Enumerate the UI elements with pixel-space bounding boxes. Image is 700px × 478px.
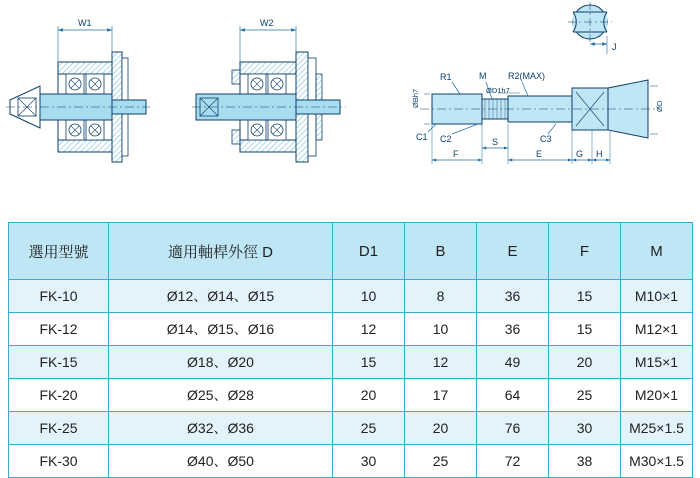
dimension-r1	[440, 72, 460, 94]
dimension-w1	[58, 18, 112, 62]
cell-f: 30	[549, 412, 621, 445]
cell-b: 20	[405, 412, 477, 445]
spec-table-container	[8, 222, 692, 478]
cell-model: FK-15	[9, 346, 109, 379]
cell-d1: 30	[333, 445, 405, 478]
table-row	[9, 445, 693, 478]
cell-f: 15	[549, 280, 621, 313]
dimension-f	[432, 124, 482, 164]
column-header-b: B	[405, 223, 477, 280]
cell-f: 15	[549, 313, 621, 346]
dimension-d1h7	[486, 86, 520, 95]
table-row	[9, 346, 693, 379]
dimension-w2	[240, 18, 296, 62]
label-g: G	[576, 149, 584, 159]
column-header-m: M	[621, 223, 693, 280]
cell-dia: Ø18、Ø20	[109, 346, 333, 379]
label-d: ØD	[655, 100, 664, 112]
technical-drawing	[0, 0, 700, 215]
column-header-e: E	[477, 223, 549, 280]
cell-m: M12×1	[621, 313, 693, 346]
cell-d1: 15	[333, 346, 405, 379]
view-w2-assembly	[192, 18, 346, 162]
cell-m: M30×1.5	[621, 445, 693, 478]
cell-b: 25	[405, 445, 477, 478]
cell-dia: Ø12、Ø14、Ø15	[109, 280, 333, 313]
cell-b: 17	[405, 379, 477, 412]
table-row	[9, 313, 693, 346]
cell-e: 36	[477, 313, 549, 346]
cell-model: FK-10	[9, 280, 109, 313]
cell-e: 76	[477, 412, 549, 445]
cell-model: FK-20	[9, 379, 109, 412]
dimension-c2	[440, 124, 478, 144]
cell-dia: Ø25、Ø28	[109, 379, 333, 412]
label-r1: R1	[440, 72, 452, 82]
cell-f: 25	[549, 379, 621, 412]
label-e: E	[536, 149, 543, 159]
cell-dia: Ø40、Ø50	[109, 445, 333, 478]
label-w1: W1	[78, 18, 92, 28]
table-header-row	[9, 223, 693, 280]
cell-dia: Ø32、Ø36	[109, 412, 333, 445]
cell-f: 38	[549, 445, 621, 478]
cell-dia: Ø14、Ø15、Ø16	[109, 313, 333, 346]
table-row	[9, 412, 693, 445]
cell-e: 64	[477, 379, 549, 412]
cell-d1: 12	[333, 313, 405, 346]
column-header-model: 選用型號	[9, 223, 109, 280]
cell-model: FK-25	[9, 412, 109, 445]
dimension-bh7	[411, 89, 430, 124]
cell-d1: 25	[333, 412, 405, 445]
cell-b: 8	[405, 280, 477, 313]
label-c2: C2	[440, 134, 452, 144]
view-shaft-detail	[411, 2, 664, 164]
dimension-s	[482, 124, 508, 152]
label-f: F	[453, 149, 459, 159]
cell-d1: 20	[333, 379, 405, 412]
table-row	[9, 379, 693, 412]
cell-model: FK-30	[9, 445, 109, 478]
column-header-f: F	[549, 223, 621, 280]
label-d1h7: ØD1h7	[486, 86, 510, 95]
label-m: M	[479, 71, 487, 81]
cell-e: 49	[477, 346, 549, 379]
dimension-d	[650, 86, 664, 134]
label-r2: R2(MAX)	[508, 71, 546, 81]
end-view-circle	[568, 2, 617, 54]
label-c1: C1	[416, 132, 428, 142]
cell-e: 72	[477, 445, 549, 478]
cell-m: M20×1	[621, 379, 693, 412]
cell-d1: 10	[333, 280, 405, 313]
cell-b: 10	[405, 313, 477, 346]
column-header-d1: D1	[333, 223, 405, 280]
dimension-c3	[540, 124, 556, 144]
label-w2: W2	[260, 18, 274, 28]
cell-f: 20	[549, 346, 621, 379]
cell-m: M15×1	[621, 346, 693, 379]
dimension-r2	[508, 71, 545, 96]
view-w1-assembly	[6, 18, 150, 162]
label-s: S	[492, 137, 499, 147]
label-bh7: ØBh7	[411, 88, 420, 108]
dimension-g	[572, 130, 592, 164]
dimension-h	[592, 130, 610, 164]
table-row	[9, 280, 693, 313]
column-header-shaft-diameter: 適用軸桿外徑 D	[109, 223, 333, 280]
label-h: H	[596, 149, 603, 159]
cell-b: 12	[405, 346, 477, 379]
label-j: J	[612, 42, 617, 52]
cell-model: FK-12	[9, 313, 109, 346]
cell-e: 36	[477, 280, 549, 313]
label-c3: C3	[540, 134, 552, 144]
cell-m: M25×1.5	[621, 412, 693, 445]
dimension-c1	[416, 124, 436, 142]
cell-m: M10×1	[621, 280, 693, 313]
spec-table	[8, 222, 693, 478]
